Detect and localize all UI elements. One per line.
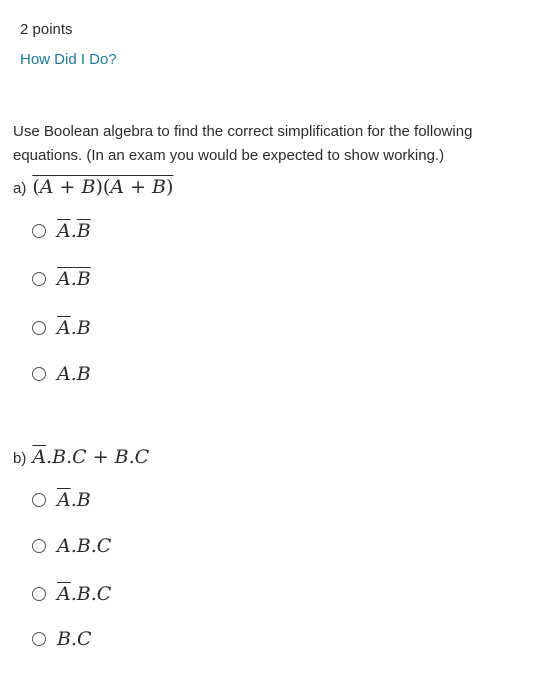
radio-button-icon[interactable] (32, 587, 46, 601)
question-b (13, 446, 149, 468)
how-did-i-do-link[interactable]: How Did I Do? (20, 51, 117, 68)
option-b-4[interactable] (32, 628, 92, 650)
question-b-expression: $\overline{A}.B.C + B.C$ (32, 446, 150, 468)
option-b-4-label: B.C (57, 628, 92, 650)
option-a-2-label: A.B (57, 268, 91, 290)
option-a-4-label: A.B (57, 363, 91, 385)
question-a-expression: (A + B)(A + B) (32, 176, 174, 198)
option-b-3[interactable] (32, 583, 111, 605)
radio-button-icon[interactable] (32, 632, 46, 646)
option-a-3[interactable] (32, 317, 91, 339)
option-a-4[interactable] (32, 363, 91, 385)
option-a-3-label: $\overline{A}.B$ (57, 317, 91, 339)
radio-button-icon[interactable] (32, 224, 46, 238)
question-a (13, 176, 173, 198)
option-b-3-label: $\overline{A}.B.C$ (57, 583, 112, 605)
radio-button-icon[interactable] (32, 539, 46, 553)
option-a-1-label: $\overline{A}.\overline{B}$ (57, 220, 91, 242)
option-a-2[interactable] (32, 268, 91, 290)
option-a-1[interactable] (32, 220, 91, 242)
radio-button-icon[interactable] (32, 493, 46, 507)
option-b-1-label: $\overline{A}.B$ (57, 489, 91, 511)
option-b-2-label: A.B.C (57, 535, 112, 557)
question-b-label: b) (13, 450, 27, 467)
question-prompt: Use Boolean algebra to find the correct simplification for the following equations. (In an exam you would be expected to show working.) (13, 123, 473, 164)
question-a-label: a) (13, 180, 27, 197)
radio-button-icon[interactable] (32, 272, 46, 286)
radio-button-icon[interactable] (32, 367, 46, 381)
radio-button-icon[interactable] (32, 321, 46, 335)
option-b-2[interactable] (32, 535, 111, 557)
points-label: 2 points (20, 21, 73, 38)
option-b-1[interactable] (32, 489, 91, 511)
